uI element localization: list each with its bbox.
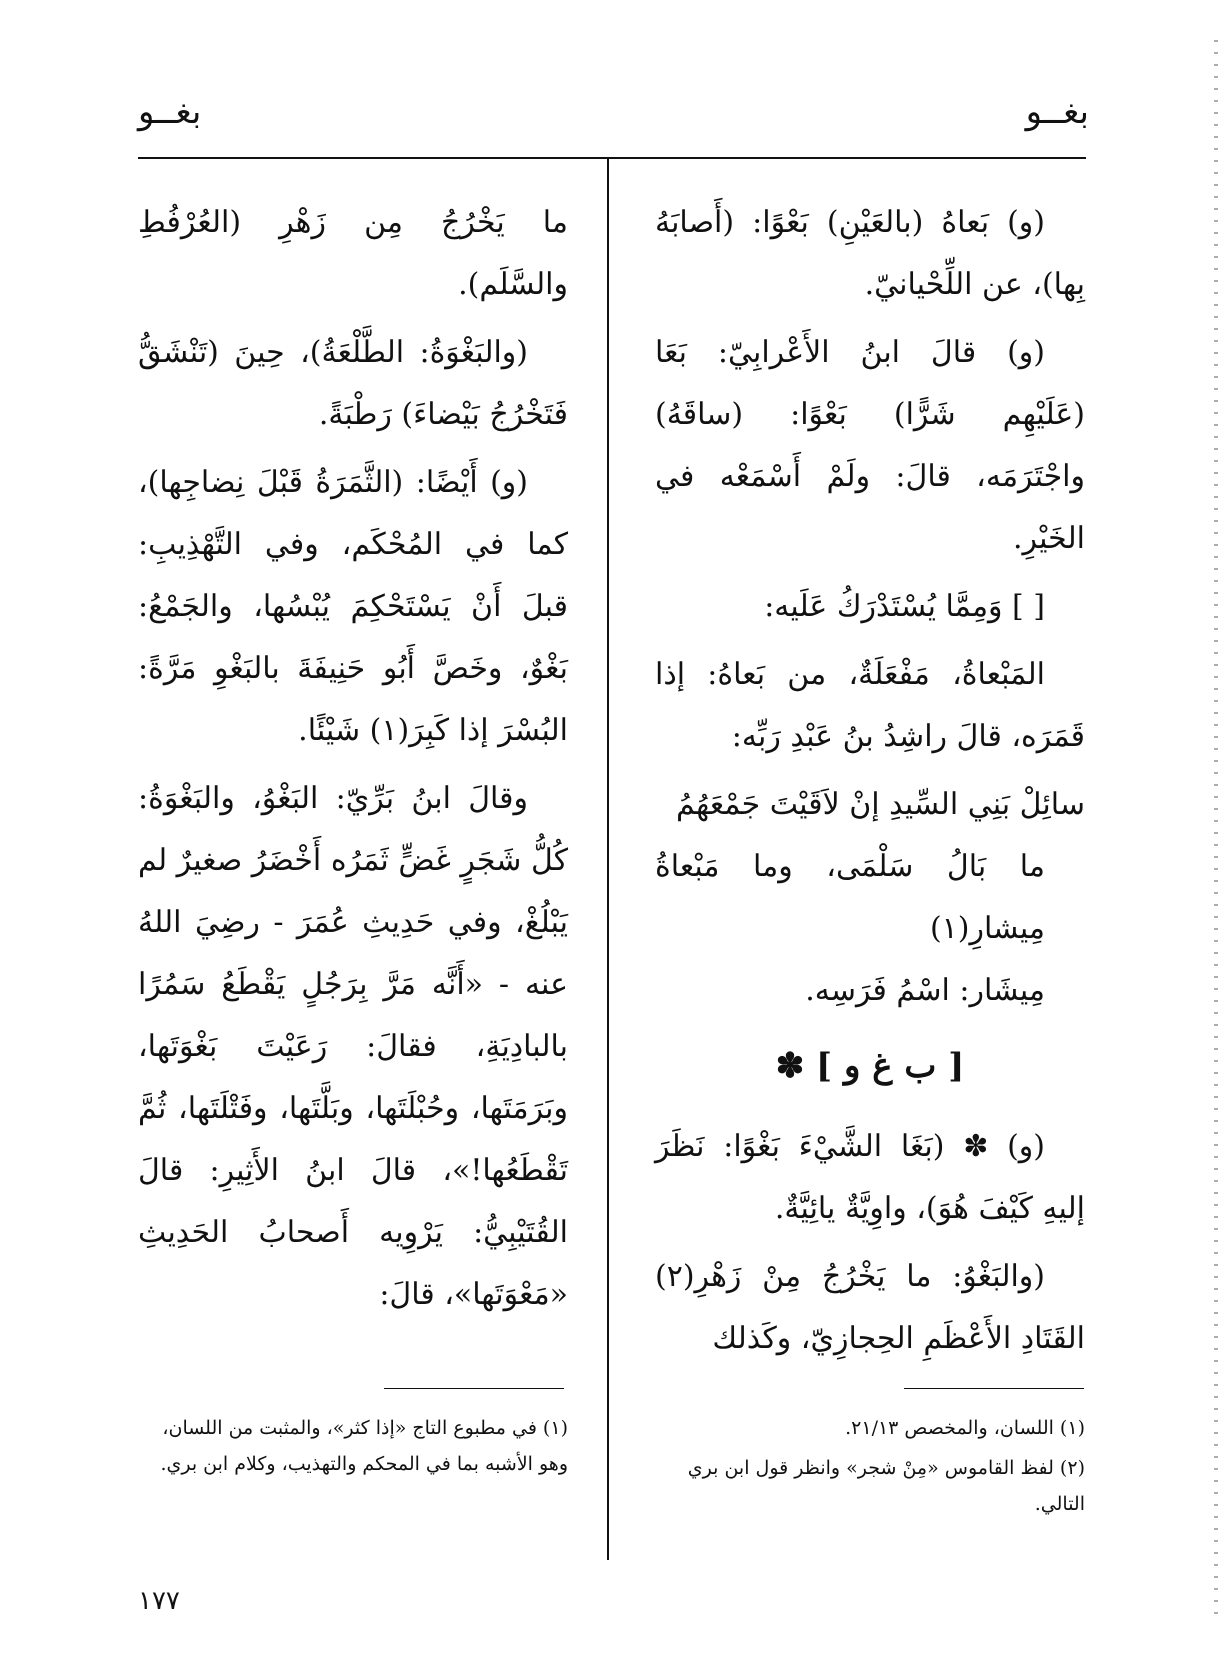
paragraph: [ ] وَمِمَّا يُسْتَدْرَكُ عَلَيه:	[764, 589, 1045, 624]
paragraph: (و) ✽ (بَغَا الشَّيْءَ بَغْوًا: نَظَرَ إليهِ كَيْفَ هُوَ)، واوِيَّةٌ يائِيَّةٌ.	[655, 1129, 1085, 1226]
running-head-right: بغــو	[1025, 92, 1089, 132]
footnote-rule	[384, 1388, 564, 1389]
footnotes-left	[138, 1410, 568, 1486]
right-column	[655, 192, 1085, 1376]
page-number: ١٧٧	[138, 1586, 180, 1616]
paragraph: مِيشَار: اسْمُ فَرَسِه.	[805, 973, 1045, 1008]
header-rule	[138, 157, 1086, 159]
column-divider	[607, 158, 609, 1560]
paragraph: المَبْعاةُ، مَفْعَلَةٌ، من بَعاهُ: إذا قَمَرَه، قالَ راشِدُ بنُ عَبْدِ رَبِّه:	[655, 657, 1085, 754]
entry-heading: [ ب غ و ] ✽	[775, 1046, 965, 1086]
verse-line: ما بَالُ سَلْمَى، وما مَبْعاةُ مِيشارِ(١)	[655, 849, 1045, 946]
footnote-rule	[904, 1388, 1084, 1389]
paragraph: ما يَخْرُجُ مِن زَهْرِ (العُرْفُطِ والسَّلَم).	[138, 205, 568, 302]
verse-line: سائِلْ بَنِي السِّيدِ إنْ لاَقَيْتَ جَمْعَهُمُ	[676, 787, 1085, 822]
footnote: (٢) لفظ القاموس «مِنْ شجر» وانظر قول ابن بري التالي.	[687, 1457, 1085, 1515]
paragraph: (و) بَعاهُ (بالعَيْنِ) بَعْوًا: (أَصابَهُ بِها)، عن اللِّحْيانيّ.	[655, 205, 1085, 302]
paragraph: (والبَغْوَةُ: الطَّلْعَةُ)، حِينَ (تَنْشَقُّ فَتَخْرُجُ بَيْضاءَ) رَطْبَةً.	[138, 335, 568, 432]
footnote: (١) في مطبوع التاج «إذا كثر»، والمثبت من اللسان، وهو الأشبه بما في المحكم والتهذيب، وكلام ابن بري.	[160, 1417, 568, 1475]
scan-edge-marks	[1214, 40, 1218, 1620]
left-column	[138, 192, 568, 1332]
footnotes-right	[655, 1410, 1085, 1526]
running-head-left: بغــو	[138, 92, 202, 132]
paragraph: (و) أَيْضًا: (الثَّمَرَةُ قَبْلَ نِضاجِها)، كما في المُحْكَم، وفي التَّهْذِيبِ: قبلَ أَنْ يَسْتَحْكِمَ يُبْسُها، والجَمْعُ: بَغْوٌ، وخَصَّ أَبُو حَنِيفَةَ بالبَغْوِ مَرَّةً: البُسْرَ إذا كَبِرَ(١) شَيْئًا.	[138, 465, 568, 748]
footnote: (١) اللسان، والمخصص ٢١/١٣.	[845, 1417, 1085, 1439]
paragraph: (و) قالَ ابنُ الأَعْرابِيّ: بَعَا (عَلَيْهِم شَرًّا) بَعْوًا: (ساقَهُ) واجْتَرَمَه، قالَ: ولَمْ أَسْمَعْه في الخَيْرِ.	[655, 335, 1085, 556]
paragraph: وقالَ ابنُ بَرِّيّ: البَغْوُ، والبَغْوَةُ: كُلُّ شَجَرٍ غَضٍّ ثَمَرُه أَخْضَرُ صغيرٌ لم يَبْلُغْ، وفي حَدِيثِ عُمَرَ - رضِيَ اللهُ عنه - «أَنَّه مَرَّ بِرَجُلٍ يَقْطَعُ سَمُرًا بالبادِيَةِ، فقالَ: رَعَيْتَ بَغْوَتَها، وبَرَمَتَها، وحُبْلَتَها، وبَلَّتَها، وفَتْلَتَها، ثُمَّ تَقْطَعُها!»، قالَ ابنُ الأَثِيرِ: قالَ القُتَيْبِيُّ: يَرْوِيه أَصحابُ الحَدِيثِ «مَعْوَتَها»، قالَ:	[138, 781, 568, 1312]
paragraph: (والبَغْوُ: ما يَخْرُجُ مِنْ زَهْرِ(٢) القَتَادِ الأَعْظَمِ الحِجازِيّ، وكَذلك	[655, 1259, 1085, 1356]
